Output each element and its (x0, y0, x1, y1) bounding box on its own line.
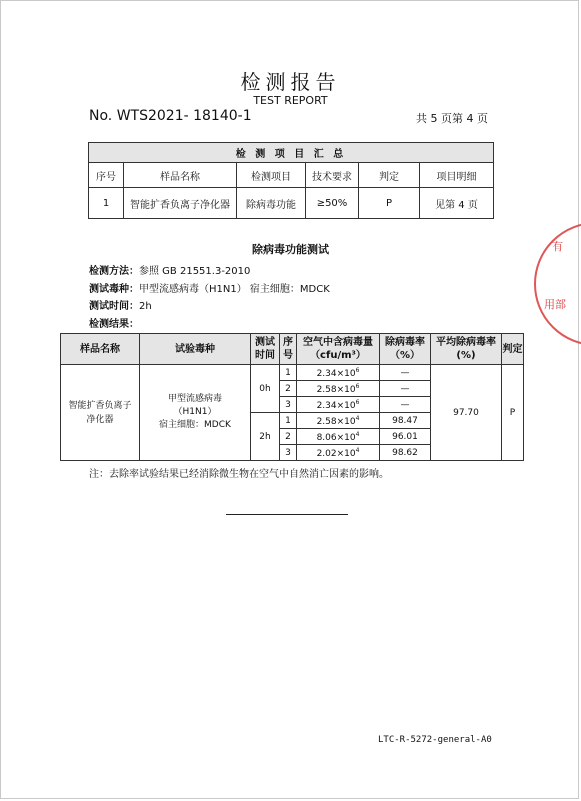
col-conc-line2: （cfu/m³） (310, 350, 366, 361)
conc-cell (297, 413, 380, 429)
rate-cell: 98.62 (380, 445, 431, 461)
summary-cell: 智能扩香负离子净化器 (124, 188, 237, 219)
summary-table-title: 检 测 项 目 汇 总 (89, 143, 494, 163)
time-value: 2h (139, 301, 152, 312)
time-cell: 0h (251, 365, 280, 413)
summary-cell: 除病毒功能 (237, 188, 306, 219)
page-info: 共 5 页第 4 页 (416, 112, 488, 125)
rate-cell: — (380, 381, 431, 397)
strain-line2: （H1N1） (173, 407, 217, 417)
conc-base: 2.58×10 (316, 416, 356, 427)
time-cell: 2h (251, 413, 280, 461)
conc-cell (297, 445, 380, 461)
conc-exp: 4 (355, 446, 360, 454)
summary-cell: P (359, 188, 420, 219)
result-label: 检测结果： (89, 319, 139, 330)
conc-base: 2.02×10 (316, 448, 356, 459)
seq-cell: 1 (280, 365, 297, 381)
col-avg-line2: (%) (456, 350, 476, 361)
result-line (89, 315, 139, 330)
col-judge-header: 判定 (502, 334, 524, 365)
strain-line1: 甲型流感病毒 (167, 394, 222, 404)
summary-table (88, 142, 494, 219)
time-line (89, 297, 152, 312)
col-rate-line1: 除病毒率 (385, 337, 425, 348)
summary-cell: 1 (89, 188, 124, 219)
method-value: 参照 GB 21551.3-2010 (139, 266, 251, 277)
footer-code: LTC-R-5272-general-A0 (378, 735, 492, 745)
conc-base: 8.06×10 (316, 432, 356, 443)
conc-base: 2.58×10 (316, 384, 356, 395)
summary-col-header: 检测项目 (237, 163, 306, 188)
col-strain-header: 试验毒种 (140, 334, 251, 365)
col-avg-header (431, 334, 502, 365)
rate-cell: 98.47 (380, 413, 431, 429)
average-cell: 97.70 (431, 365, 502, 461)
summary-header-row (89, 163, 494, 188)
conc-cell (297, 381, 380, 397)
strain-label: 测试毒种： (89, 284, 139, 295)
col-time-header: 测试时间 (251, 334, 280, 365)
conc-exp: 6 (355, 366, 360, 374)
report-title: 检测报告 (240, 70, 341, 94)
col-sample-header: 样品名称 (61, 334, 140, 365)
conc-exp: 4 (355, 414, 360, 422)
results-table (60, 333, 524, 461)
strain-cell (140, 365, 251, 461)
rate-cell: 96.01 (380, 429, 431, 445)
conc-exp: 4 (355, 430, 360, 438)
col-conc-header (297, 334, 380, 365)
section-title: 除病毒功能测试 (252, 243, 329, 256)
strain-value: 甲型流感病毒（H1N1） 宿主细胞：MDCK (139, 284, 330, 295)
col-seq-header: 序号 (280, 334, 297, 365)
summary-col-header: 项目明细 (420, 163, 494, 188)
strain-line3: 宿主细胞：MDCK (159, 420, 231, 430)
col-avg-line1: 平均除病毒率 (436, 337, 496, 348)
col-rate-line2: （%） (389, 350, 421, 361)
conc-base: 2.34×10 (316, 368, 356, 379)
seq-cell: 3 (280, 397, 297, 413)
time-label: 测试时间： (89, 301, 139, 312)
seq-cell: 2 (280, 381, 297, 397)
strain-line (89, 280, 330, 295)
footnote: 注：去除率试验结果已经消除微生物在空气中自然消亡因素的影响。 (89, 469, 389, 480)
conc-cell (297, 365, 380, 381)
report-subtitle: TEST REPORT (253, 94, 328, 107)
judgement-cell: P (502, 365, 524, 461)
seq-cell: 3 (280, 445, 297, 461)
summary-col-header: 序号 (89, 163, 124, 188)
table-row (61, 365, 524, 381)
summary-col-header: 判定 (359, 163, 420, 188)
method-label: 检测方法： (89, 266, 139, 277)
summary-cell: ≥50% (306, 188, 359, 219)
conc-cell (297, 397, 380, 413)
conc-cell (297, 429, 380, 445)
sample-name-cell: 智能扩香负离子净化器 (61, 365, 140, 461)
rate-cell: — (380, 365, 431, 381)
conc-base: 2.34×10 (316, 400, 356, 411)
report-number: No. WTS2021- 18140-1 (89, 108, 252, 124)
conc-exp: 6 (355, 398, 360, 406)
summary-col-header: 样品名称 (124, 163, 237, 188)
rate-cell: — (380, 397, 431, 413)
method-line (89, 262, 250, 277)
col-conc-line1: 空气中含病毒量 (303, 337, 373, 348)
col-rate-header (380, 334, 431, 365)
summary-col-header: 技术要求 (306, 163, 359, 188)
seal-text-bottom: 用部 (544, 298, 566, 311)
end-of-report-line (226, 514, 348, 515)
conc-exp: 6 (355, 382, 360, 390)
table-row (89, 188, 494, 219)
results-header-row (61, 334, 524, 365)
seq-cell: 1 (280, 413, 297, 429)
seal-text-top: 有 (552, 240, 563, 253)
seq-cell: 2 (280, 429, 297, 445)
summary-cell: 见第 4 页 (420, 188, 494, 219)
